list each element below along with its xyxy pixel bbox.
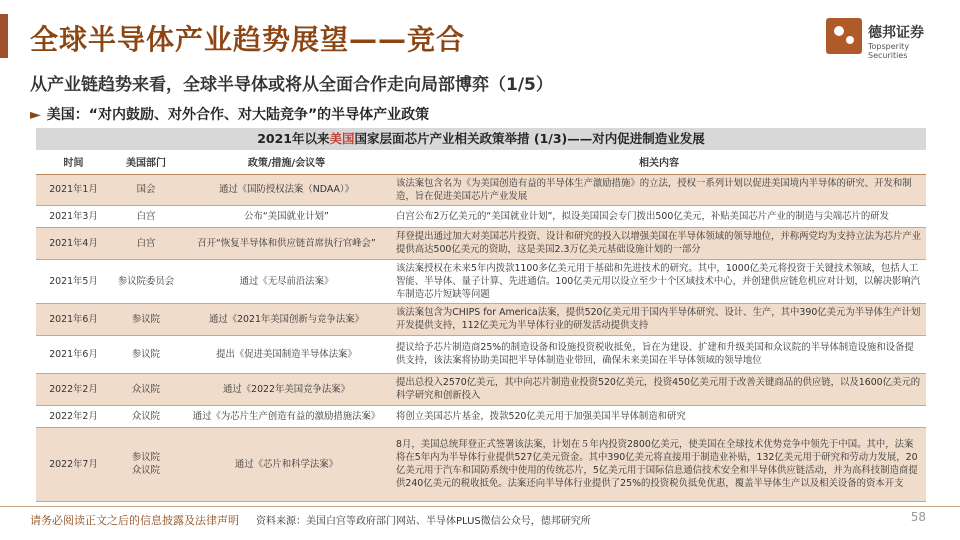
page-subtitle: 从产业链趋势来看，全球半导体或将从全面合作走向局部博弈（1/5）	[30, 75, 553, 95]
cell-content: 将创立美国芯片基金，拨款520亿美元用于加强美国半导体制造和研究	[392, 405, 926, 427]
cell-content: 提出总投入2570亿美元，其中向芯片制造业投资520亿美元，投资450亿美元用于改善关键商品的供应链，以及1600亿美元的科学研究和创新投入	[392, 373, 926, 405]
cell-dept: 众议院	[111, 373, 181, 405]
footer-disclaimer: 请务必阅读正文之后的信息披露及法律声明	[30, 514, 239, 527]
header-policy: 政策/措施/会议等	[181, 150, 392, 174]
table-row	[36, 259, 926, 303]
table-row	[36, 405, 926, 427]
footer-divider	[0, 506, 960, 507]
cell-policy: 通过《为芯片生产创造有益的激励措施法案》	[181, 405, 392, 427]
cell-policy: 公布“美国就业计划”	[181, 205, 392, 227]
cell-content: 该法案授权在未来5年内拨款1100多亿美元用于基础和先进技术的研究。其中，1000亿美元将投资于关键技术领域，包括人工智能、半导体、量子计算、先进通信。100亿美元用以设立至少十个区域技术中心，并创建供应链危机应对计划，以解决影响汽车制造芯片短缺等问题	[392, 259, 926, 303]
cell-policy: 通过《2021年美国创新与竞争法案》	[181, 303, 392, 335]
cell-dept: 参议院	[111, 303, 181, 335]
cell-policy: 通过《芯片和科学法案》	[181, 427, 392, 501]
cell-time: 2022年2月	[36, 405, 111, 427]
table-row	[36, 303, 926, 335]
table-row	[36, 427, 926, 501]
table-title	[36, 128, 926, 150]
table-title-pre: 2021年以来	[257, 131, 330, 146]
table-row	[36, 373, 926, 405]
cell-time: 2021年6月	[36, 303, 111, 335]
cell-policy: 提出《促进美国制造半导体法案》	[181, 335, 392, 373]
logo-name-en: Topsperity Securities	[868, 42, 910, 60]
section-heading	[30, 104, 429, 124]
cell-content: 该法案包含为CHIPS for America法案，提供520亿美元用于国内半导体研究、设计、生产，其中390亿美元为半导体生产计划开发提供支持，112亿美元为半导体行业的研发活动提供支持	[392, 303, 926, 335]
table-title-post: 国家层面芯片产业相关政策举措 (1/3)——对内促进制造业发展	[354, 131, 705, 146]
policy-table-container	[36, 128, 926, 502]
cell-time: 2021年5月	[36, 259, 111, 303]
cell-content: 拜登提出通过加大对美国芯片投资、设计和研究的投入以增强美国在半导体领域的领导地位，并称两党均为支持立法为芯片产业提供高达500亿美元的资助，这是美国2.3万亿美元基础设施计划的一部分	[392, 227, 926, 259]
cell-content: 提议给予芯片制造商25%的制造设备和设施投资税收抵免，旨在为建设、扩建和升级美国和众议院的半导体制造设施和设备提供支持，该法案将协助美国把半导体制造业带回，确保未来美国在半导体领域的领导地位	[392, 335, 926, 373]
cell-content: 白宫公布2万亿美元的“美国就业计划”，拟设美国国会专门拨出500亿美元，补贴美国芯片产业的制造与尖端芯片的研发	[392, 205, 926, 227]
table-body	[36, 174, 926, 501]
company-logo	[826, 18, 946, 64]
cell-policy: 通过《国防授权法案（NDAA）》	[181, 174, 392, 205]
footer-source: 资料来源：美国白宫等政府部门网站、半导体PLUS微信公众号，德邦研究所	[256, 516, 591, 527]
cell-dept: 众议院	[111, 405, 181, 427]
cell-time: 2021年4月	[36, 227, 111, 259]
policy-table	[36, 150, 926, 502]
page-number: 58	[910, 510, 926, 524]
cell-dept: 参议院 众议院	[111, 427, 181, 501]
cell-time: 2021年6月	[36, 335, 111, 373]
table-row	[36, 227, 926, 259]
table-row	[36, 205, 926, 227]
cell-policy: 召开“恢复半导体和供应链首席执行官峰会”	[181, 227, 392, 259]
logo-name-cn: 德邦证券	[868, 25, 924, 41]
cell-dept: 参议院	[111, 335, 181, 373]
cell-content: 8月，美国总统拜登正式签署该法案，计划在５年内投资2800亿美元，使美国在全球技术优势竞争中领先于中国。其中，法案将在5年内为半导体行业提供527亿美元资金。其中390亿美元将直接用于制造业补贴，132亿美元用于研究和劳动力发展，20亿美元用于汽车和国防系统中使用的传统芯片，5亿美元用于国际信息通信技术安全和半导体供应链活动，并为高科技制造商提供240亿美元的税收抵免。法案还向半导体行业提供了25%的投资税负抵免优惠，覆盖半导体生产以及相关设备的资本开支	[392, 427, 926, 501]
cell-dept: 国会	[111, 174, 181, 205]
cell-time: 2022年7月	[36, 427, 111, 501]
header-content: 相关内容	[392, 150, 926, 174]
header-time: 时间	[36, 150, 111, 174]
triangle-bullet-icon: ►	[30, 107, 41, 123]
section-heading-text: 美国：“对内鼓励、对外合作、对大陆竞争”的半导体产业政策	[46, 107, 430, 123]
cell-time: 2021年3月	[36, 205, 111, 227]
table-row	[36, 174, 926, 205]
cell-policy: 通过《无尽前沿法案》	[181, 259, 392, 303]
page-title: 全球半导体产业趋势展望——竞合	[30, 23, 466, 56]
cell-dept: 白宫	[111, 205, 181, 227]
header-dept: 美国部门	[111, 150, 181, 174]
table-header-row	[36, 150, 926, 174]
table-title-highlight: 美国	[329, 131, 355, 146]
title-accent-bar	[0, 14, 8, 58]
logo-icon	[826, 18, 862, 54]
table-row	[36, 335, 926, 373]
cell-policy: 通过《2022年美国竞争法案》	[181, 373, 392, 405]
cell-dept: 参议院委员会	[111, 259, 181, 303]
cell-content: 该法案包含名为《为美国创造有益的半导体生产激励措施》的立法，授权一系列计划以促进美国境内半导体的研究、开发和制造，旨在促进美国芯片产业发展	[392, 174, 926, 205]
cell-time: 2021年1月	[36, 174, 111, 205]
cell-time: 2022年2月	[36, 373, 111, 405]
cell-dept: 白宫	[111, 227, 181, 259]
